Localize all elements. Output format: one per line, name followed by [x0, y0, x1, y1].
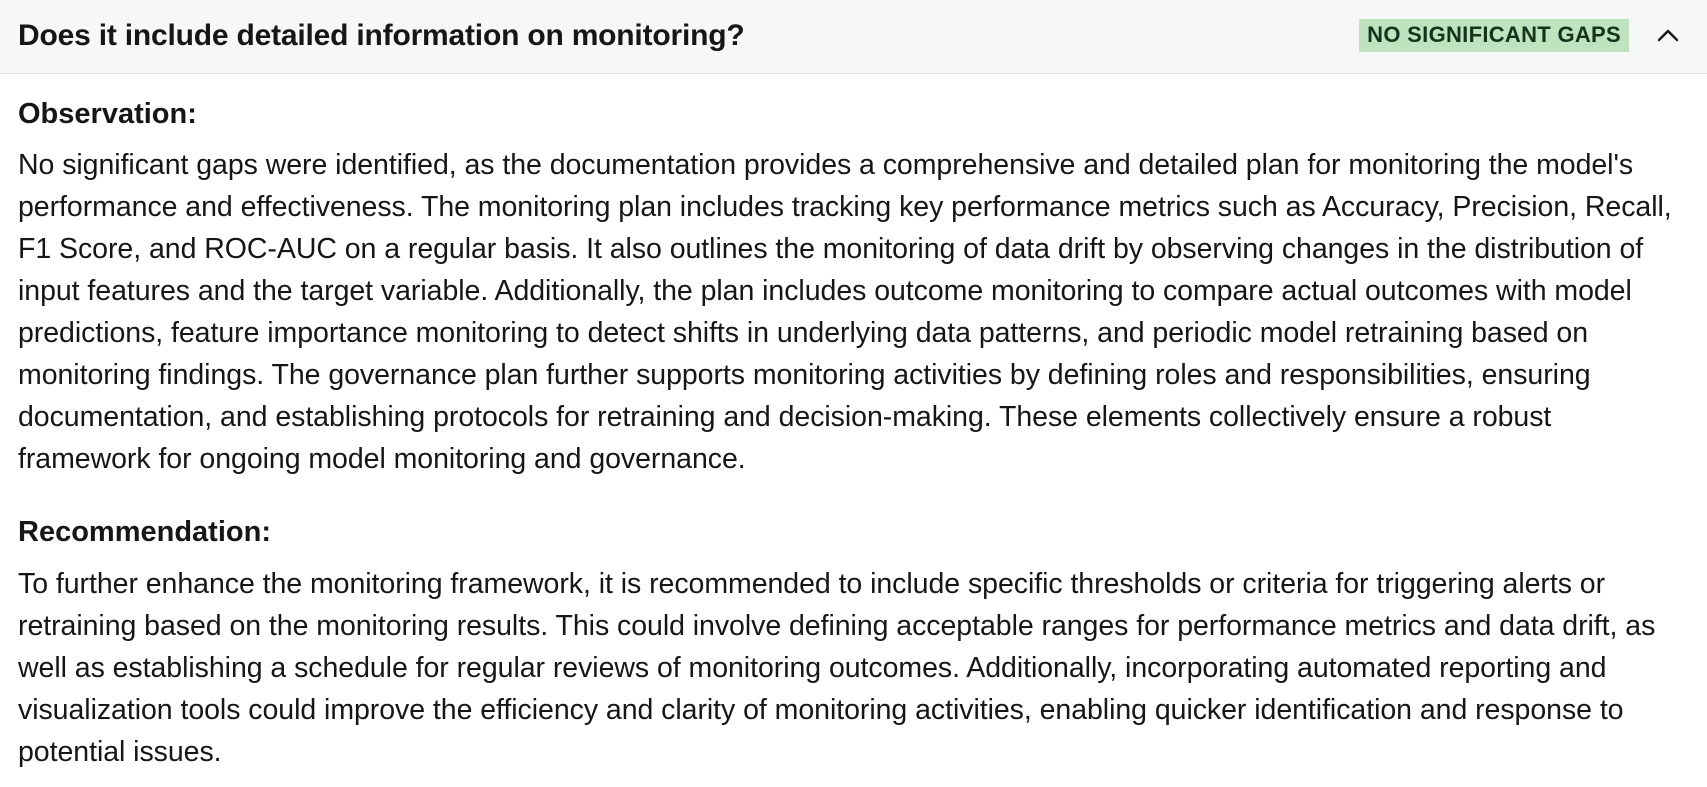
page-title: Does it include detailed information on monitoring? [18, 18, 745, 52]
accordion-header[interactable] [0, 0, 1707, 74]
status-badge: NO SIGNIFICANT GAPS [1359, 19, 1629, 53]
recommendation-text: To further enhance the monitoring framework, it is recommended to include specific thresholds or criteria for triggering alerts or retraining based on the monitoring results. This could involve defining acceptable ranges for performance metrics and data drift, as well as establishing a schedule for regular reviews of monitoring outcomes. Additionally, incorporating automated reporting and visualization tools could improve the efficiency and clarity of monitoring activities, enabling quicker identification and response to potential issues. [18, 567, 1656, 768]
chevron-up-icon[interactable] [1651, 19, 1685, 53]
header-right-group [1359, 19, 1685, 53]
accordion-body [0, 74, 1707, 773]
recommendation-heading: Recommendation: [18, 516, 271, 549]
observation-text: No significant gaps were identified, as the documentation provides a comprehensive and detailed plan for monitoring the model's performance and effectiveness. The monitoring plan includes tracking key performance metrics such as Accuracy, Precision, Recall, F1 Score, and ROC-AUC on a regular basis. It also outlines the monitoring of data drift by observing changes in the distribution of input features and the target variable. Additionally, the plan includes outcome monitoring to compare actual outcomes with model predictions, feature importance monitoring to detect shifts in underlying data patterns, and periodic model retraining based on monitoring findings. The governance plan further supports monitoring activities by defining roles and responsibilities, ensuring documentation, and establishing protocols for retraining and decision-making. These elements collectively ensure a robust framework for ongoing model monitoring and governance. [18, 149, 1672, 476]
observation-heading: Observation: [18, 98, 197, 130]
